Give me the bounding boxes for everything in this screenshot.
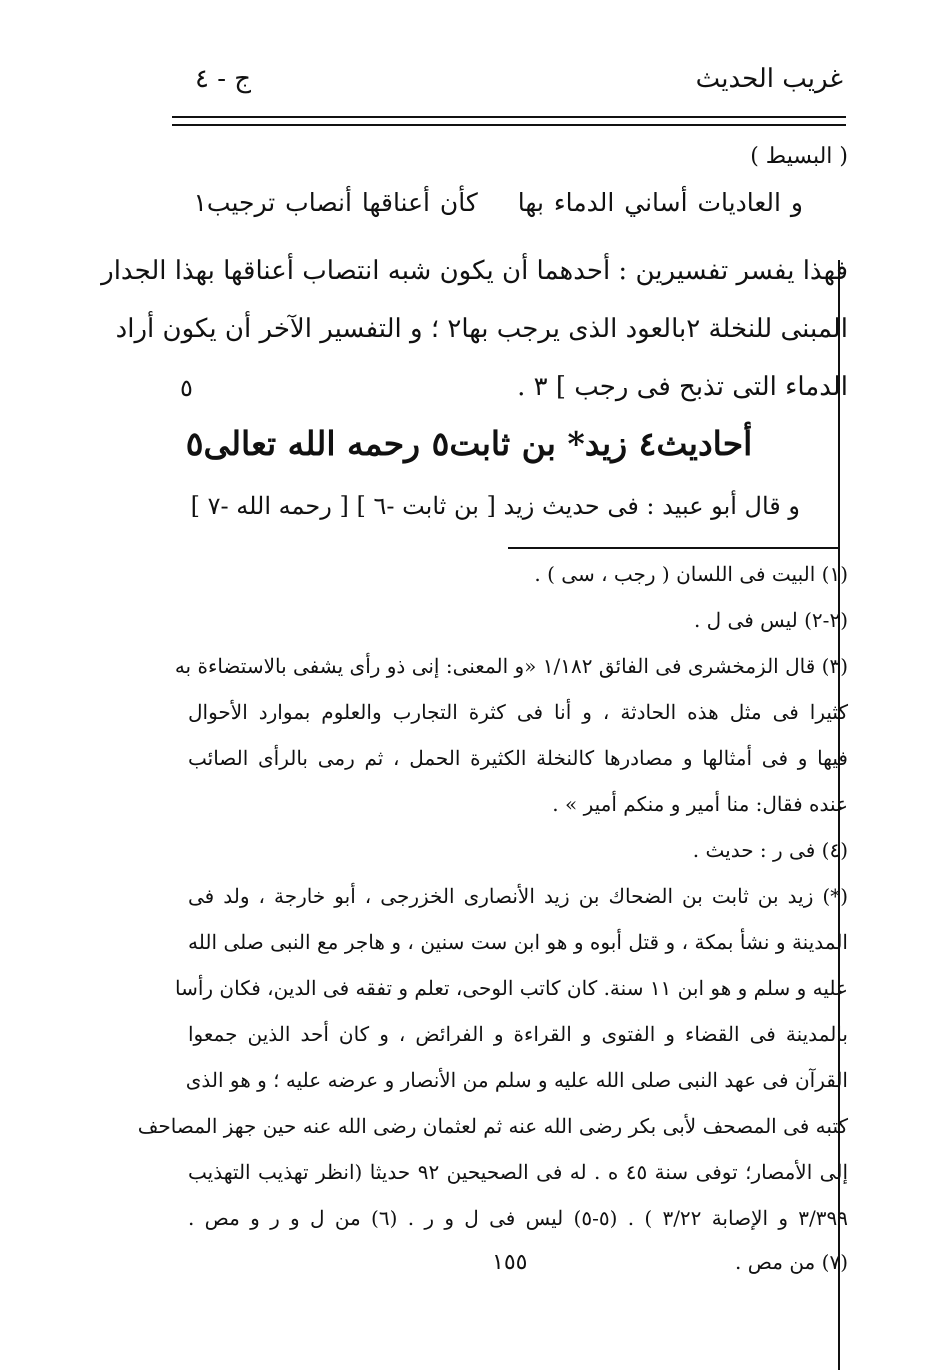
- footnote-line: (٤) فى ر : حديث .: [692, 838, 848, 862]
- volume-number: ج - ٤: [195, 64, 252, 94]
- running-title: غريب الحديث: [695, 64, 843, 94]
- header-rule-top: [172, 116, 846, 118]
- footnote-line: عليه و سلم و هو ابن ١١ سنة. كان كاتب الوحى، تعلم و تفقه فى الدين، فكان رأسا: [175, 976, 848, 1000]
- section-heading: أحاديث٤ زيد* بن ثابت٥ رحمه الله تعالى٥: [185, 424, 753, 463]
- footnote-line: بالمدينة فى القضاء و الفتوى و القراءة و الفرائض ، و كان أحد الذين جمعوا: [188, 1022, 848, 1046]
- poem-meter: ( البسيط ): [750, 144, 848, 169]
- footnote-line: القرآن فى عهد النبى صلى الله عليه و سلم من الأنصار و عرضه عليه ؛ و هو الذى: [185, 1068, 848, 1092]
- footnote-line: إلى الأمصار؛ توفى سنة ٤٥ ه . له فى الصحيحين ٩٢ حديثا (انظر تهذيب التهذيب: [188, 1160, 849, 1184]
- verse-first-hemistich: و العاديات أساني الدماء بها: [517, 188, 803, 217]
- body-line: فهذا يفسر تفسيرين : أحدهما أن يكون شبه انتصاب أعناقها بهذا الجدار: [101, 256, 848, 286]
- footnote-line: المدينة و نشأ بمكة ، و قتل أبوه و هو ابن ست سنين ، و هاجر مع النبى صلى الله: [188, 930, 848, 954]
- footnote-line: فيها و فى أمثالها و مصادرها كالنخلة الكثيرة الحمل ، ثم رمى بالرأى الصائب: [188, 746, 848, 770]
- poem-verse: [193, 188, 803, 217]
- footnote-line: عنده فقال: منا أمير و منكم أمير » .: [552, 792, 848, 816]
- footnote-line: كتبه فى المصحف لأبى بكر رضى الله عنه ثم لعثمان رضى الله عنه حين جهز المصاحف: [137, 1114, 848, 1138]
- footnote-line: ٣/٣٩٩ و الإصابة ٣/٢٢ ) . (٥-٥) ليس فى ل و ر . (٦) من ل و ر و مص .: [188, 1206, 849, 1230]
- footnote-line: (١) البيت فى اللسان ( رجب ، سى ) .: [534, 562, 848, 586]
- verse-second-hemistich: كأن أعناقها أنصاب ترجيب١: [193, 188, 478, 217]
- page-number: ١٥٥: [492, 1250, 528, 1275]
- body-line: المبنى للنخلة ٢بالعود الذى يرجب بها٢ ؛ و التفسير الآخر أن يكون أراد: [115, 314, 848, 344]
- footnote-rule: [508, 547, 838, 549]
- footnote-line: (٣) قال الزمخشرى فى الفائق ١/١٨٢ «و المعنى: إنى ذو رأى يشفى بالاستضاءة به: [174, 654, 848, 678]
- footnote-line: (٢-٢) ليس فى ل .: [693, 608, 848, 632]
- footnote-line: (٧) من مص .: [735, 1250, 848, 1274]
- header-rule-bottom: [172, 124, 846, 126]
- footnote-line: (*) زيد بن ثابت بن الضحاك بن زيد الأنصارى الخزرجى ، أبو خارجة ، ولد فى: [188, 884, 848, 908]
- body-line: الدماء التى تذبح فى رجب ] ٣ .: [517, 372, 848, 402]
- opening-line: و قال أبو عبيد : فى حديث زيد [ بن ثابت -٦ ] [ رحمه الله -٧ ]: [190, 492, 800, 520]
- footnote-line: كثيرا فى مثل هذه الحادثة ، و أنا فى كثرة التجارب والعلوم بموارد الأحوال: [188, 700, 848, 724]
- line-number: ٥: [180, 374, 193, 402]
